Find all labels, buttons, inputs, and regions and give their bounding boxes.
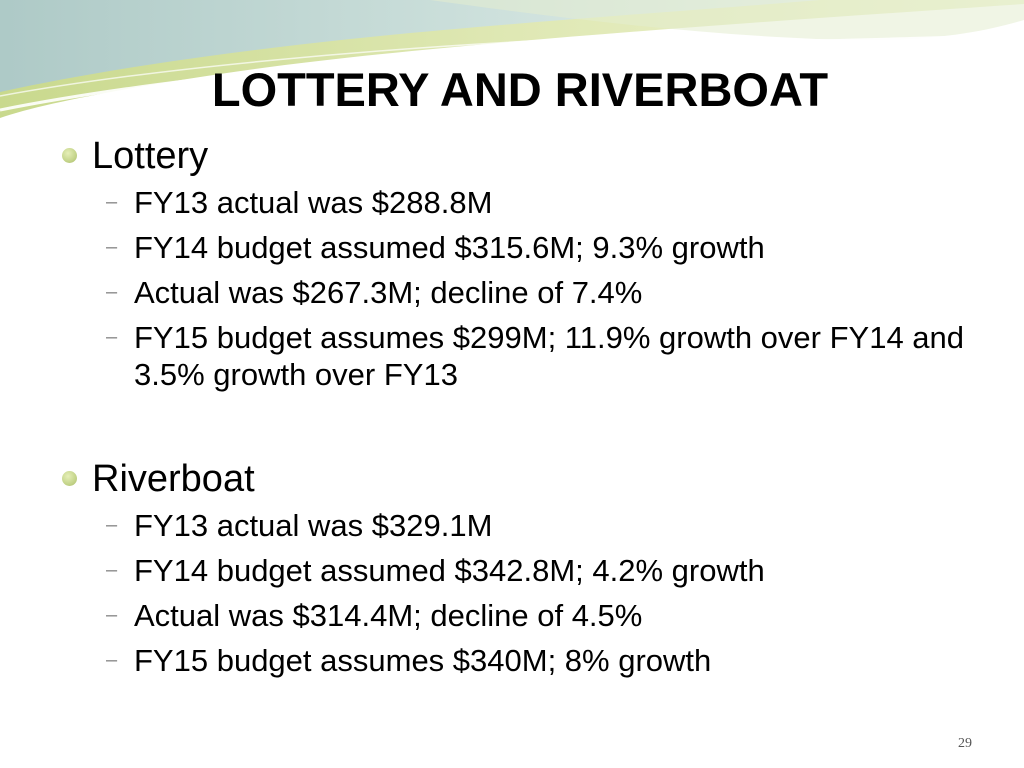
list-item bbox=[62, 507, 984, 544]
list-item-text: FY13 actual was $288.8M bbox=[134, 185, 493, 220]
section-lottery bbox=[62, 132, 984, 393]
list-item bbox=[62, 642, 984, 679]
dash-icon: – bbox=[106, 514, 118, 536]
dash-icon: – bbox=[106, 559, 118, 581]
dash-icon: – bbox=[106, 649, 118, 671]
list-item bbox=[62, 229, 984, 266]
slide-title: LOTTERY AND RIVERBOAT bbox=[211, 63, 829, 116]
list-item-text: FY15 budget assumes $299M; 11.9% growth over FY14 and 3.5% growth over FY13 bbox=[134, 320, 965, 392]
section-label: Lottery bbox=[92, 135, 209, 177]
list-item-text: FY13 actual was $329.1M bbox=[134, 508, 493, 543]
page-number: 29 bbox=[958, 736, 972, 751]
list-item-text: FY15 budget assumes $340M; 8% growth bbox=[134, 643, 712, 678]
list-item bbox=[62, 274, 984, 311]
list-item bbox=[62, 184, 984, 221]
bullet-riverboat bbox=[62, 455, 984, 503]
list-item bbox=[62, 319, 984, 393]
dash-icon: – bbox=[106, 604, 118, 626]
bullet-dot-icon bbox=[62, 148, 77, 163]
sub-list bbox=[62, 184, 984, 393]
bullet-dot-icon bbox=[62, 471, 77, 486]
list-item bbox=[62, 552, 984, 589]
section-riverboat bbox=[62, 455, 984, 679]
dash-icon: – bbox=[106, 191, 118, 213]
dash-icon: – bbox=[106, 326, 118, 348]
sub-list bbox=[62, 507, 984, 679]
list-item-text: Actual was $314.4M; decline of 4.5% bbox=[134, 598, 643, 633]
list-item-text: FY14 budget assumed $342.8M; 4.2% growth bbox=[134, 553, 765, 588]
list-item-text: Actual was $267.3M; decline of 7.4% bbox=[134, 275, 643, 310]
section-label: Riverboat bbox=[92, 458, 255, 500]
list-item bbox=[62, 597, 984, 634]
dash-icon: – bbox=[106, 281, 118, 303]
bullet-lottery bbox=[62, 132, 984, 180]
dash-icon: – bbox=[106, 236, 118, 258]
list-item-text: FY14 budget assumed $315.6M; 9.3% growth bbox=[134, 230, 765, 265]
